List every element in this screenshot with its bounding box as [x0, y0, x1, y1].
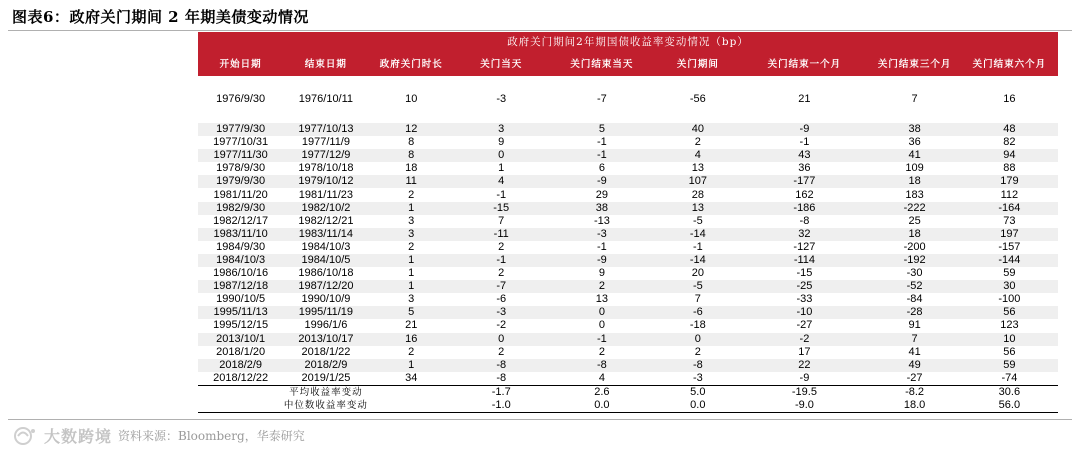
- figure-title-text: 政府关门期间 2 年期美债变动情况: [69, 8, 309, 26]
- table-cell: 1984/10/3: [283, 241, 368, 254]
- table-cell: 16: [961, 76, 1058, 123]
- table-cell: -1: [549, 333, 656, 346]
- table-body: [198, 76, 1058, 385]
- column-header: 关门结束当天: [549, 50, 656, 76]
- table-cell: 1978/9/30: [198, 162, 283, 175]
- table-cell: 43: [740, 149, 868, 162]
- table-cell: -222: [868, 202, 960, 215]
- table-cell: -3: [549, 228, 656, 241]
- table-cell: 29: [549, 188, 656, 201]
- table-cell: -9: [740, 372, 868, 386]
- table-cell: 1984/10/5: [283, 254, 368, 267]
- table-cell: 162: [740, 188, 868, 201]
- table-cell: 1984/10/3: [198, 254, 283, 267]
- table-cell: -8: [549, 359, 656, 372]
- table-cell: 1977/11/30: [198, 149, 283, 162]
- table-caption: 政府关门期间2年期国债收益率变动情况（bp）: [198, 32, 1058, 50]
- table-cell: 0: [549, 306, 656, 319]
- table-cell: -1: [549, 241, 656, 254]
- table-cell: -3: [454, 306, 549, 319]
- table-cell: 1979/9/30: [198, 175, 283, 188]
- table-row: [198, 372, 1058, 386]
- table-cell: 2: [655, 136, 740, 149]
- summary-cell: -9.0: [740, 399, 868, 413]
- table-cell: -14: [655, 254, 740, 267]
- yield-change-table: [198, 32, 1058, 413]
- summary-cell: 18.0: [868, 399, 960, 413]
- table-cell: -15: [740, 267, 868, 280]
- table-cell: -9: [549, 175, 656, 188]
- table-cell: 1990/10/9: [283, 293, 368, 306]
- table-cell: 1: [369, 254, 454, 267]
- table-row: [198, 293, 1058, 306]
- figure-title: [12, 6, 309, 27]
- table-cell: 94: [961, 149, 1058, 162]
- table-cell: 183: [868, 188, 960, 201]
- table-row: [198, 228, 1058, 241]
- table-cell: 59: [961, 359, 1058, 372]
- summary-cell: 5.0: [655, 385, 740, 399]
- table-cell: 17: [740, 346, 868, 359]
- table-cell: -7: [454, 280, 549, 293]
- table-cell: -10: [740, 306, 868, 319]
- table-cell: 20: [655, 267, 740, 280]
- table-cell: 2: [549, 346, 656, 359]
- table-cell: -74: [961, 372, 1058, 386]
- table-cell: -5: [655, 280, 740, 293]
- table-cell: 21: [740, 76, 868, 123]
- table-cell: -9: [549, 254, 656, 267]
- table-cell: 1983/11/14: [283, 228, 368, 241]
- watermark-text: 大数跨境: [44, 427, 113, 446]
- table-cell: 13: [549, 293, 656, 306]
- table-cell: -192: [868, 254, 960, 267]
- table-cell: 40: [655, 123, 740, 136]
- table-cell: -7: [549, 76, 656, 123]
- table-cell: -3: [655, 372, 740, 386]
- table-row: [198, 215, 1058, 228]
- table-cell: 2018/2/9: [283, 359, 368, 372]
- table-cell: -1: [454, 254, 549, 267]
- table-cell: -8: [454, 372, 549, 386]
- table-cell: 1986/10/18: [283, 267, 368, 280]
- table-cell: -100: [961, 293, 1058, 306]
- summary-label: 中位数收益率变动: [198, 399, 454, 413]
- table-cell: 2: [454, 267, 549, 280]
- table-cell: -28: [868, 306, 960, 319]
- table-cell: -52: [868, 280, 960, 293]
- table-cell: 1976/9/30: [198, 76, 283, 123]
- column-header: 政府关门时长: [369, 50, 454, 76]
- table-cell: 28: [655, 188, 740, 201]
- table-cell: 41: [868, 346, 960, 359]
- table-cell: 0: [655, 333, 740, 346]
- table-row: [198, 319, 1058, 332]
- table-row: [198, 202, 1058, 215]
- table-cell: -164: [961, 202, 1058, 215]
- table-cell: 18: [868, 228, 960, 241]
- table-cell: 88: [961, 162, 1058, 175]
- table-cell: 3: [369, 215, 454, 228]
- table-row: [198, 346, 1058, 359]
- table-cell: -177: [740, 175, 868, 188]
- table-cell: 3: [454, 123, 549, 136]
- table-cell: -6: [454, 293, 549, 306]
- summary-cell: 30.6: [961, 385, 1058, 399]
- table-cell: 1977/10/13: [283, 123, 368, 136]
- table-cell: 4: [454, 175, 549, 188]
- table-cell: 13: [655, 162, 740, 175]
- column-header: 关门结束三个月: [868, 50, 960, 76]
- table-cell: 6: [549, 162, 656, 175]
- table-cell: 0: [549, 319, 656, 332]
- summary-cell: 2.6: [549, 385, 656, 399]
- table-cell: -27: [740, 319, 868, 332]
- table-cell: 1977/12/9: [283, 149, 368, 162]
- table-cell: 5: [369, 306, 454, 319]
- table-row: [198, 76, 1058, 123]
- table-cell: 1983/11/10: [198, 228, 283, 241]
- table-cell: 12: [369, 123, 454, 136]
- figure-label: 图表6：: [12, 8, 70, 26]
- table-cell: 1982/12/17: [198, 215, 283, 228]
- table-cell: -11: [454, 228, 549, 241]
- table-cell: 1979/10/12: [283, 175, 368, 188]
- table-cell: 2018/2/9: [198, 359, 283, 372]
- table-cell: -84: [868, 293, 960, 306]
- table-cell: -3: [454, 76, 549, 123]
- table-cell: 18: [369, 162, 454, 175]
- table-cell: 2: [549, 280, 656, 293]
- table-cell: 1987/12/20: [283, 280, 368, 293]
- table-row: [198, 175, 1058, 188]
- table-row: [198, 136, 1058, 149]
- table-cell: 10: [961, 333, 1058, 346]
- table-cell: 1982/9/30: [198, 202, 283, 215]
- summary-cell: -1.0: [454, 399, 549, 413]
- table-cell: 5: [549, 123, 656, 136]
- table-cell: 2013/10/1: [198, 333, 283, 346]
- table-cell: 1: [369, 280, 454, 293]
- table-cell: 107: [655, 175, 740, 188]
- table-cell: 0: [454, 333, 549, 346]
- table-cell: 2: [369, 188, 454, 201]
- table-cell: 82: [961, 136, 1058, 149]
- table-cell: 11: [369, 175, 454, 188]
- table-cell: -2: [740, 333, 868, 346]
- table-cell: -1: [740, 136, 868, 149]
- table-cell: 3: [369, 293, 454, 306]
- table-cell: -56: [655, 76, 740, 123]
- table-cell: 25: [868, 215, 960, 228]
- table-cell: 2: [369, 241, 454, 254]
- table-cell: 1982/12/21: [283, 215, 368, 228]
- table-cell: 13: [655, 202, 740, 215]
- table-cell: -13: [549, 215, 656, 228]
- table-cell: 21: [369, 319, 454, 332]
- table-cell: 109: [868, 162, 960, 175]
- table-cell: 179: [961, 175, 1058, 188]
- table-cell: 49: [868, 359, 960, 372]
- table-cell: 1: [369, 267, 454, 280]
- table-cell: 22: [740, 359, 868, 372]
- table-cell: -157: [961, 241, 1058, 254]
- table-cell: 8: [369, 149, 454, 162]
- table-cell: 1: [369, 359, 454, 372]
- table-cell: -33: [740, 293, 868, 306]
- table-cell: 7: [868, 333, 960, 346]
- table-cell: -200: [868, 241, 960, 254]
- table-cell: 1990/10/5: [198, 293, 283, 306]
- table-cell: 32: [740, 228, 868, 241]
- table-summary: [198, 385, 1058, 412]
- table-cell: 1995/12/15: [198, 319, 283, 332]
- table-cell: 34: [369, 372, 454, 386]
- table-cell: 38: [549, 202, 656, 215]
- table-cell: -9: [740, 123, 868, 136]
- table-cell: 38: [868, 123, 960, 136]
- table-cell: 0: [454, 149, 549, 162]
- table-cell: 4: [549, 372, 656, 386]
- table-cell: 10: [369, 76, 454, 123]
- footer-divider: [8, 419, 1072, 420]
- table-cell: -27: [868, 372, 960, 386]
- table-cell: 7: [454, 215, 549, 228]
- table-cell: -14: [655, 228, 740, 241]
- table-row: [198, 267, 1058, 280]
- table-cell: -1: [454, 188, 549, 201]
- table-row: [198, 254, 1058, 267]
- table-cell: 1977/9/30: [198, 123, 283, 136]
- table-cell: 1995/11/19: [283, 306, 368, 319]
- table-cell: 4: [655, 149, 740, 162]
- table-cell: 112: [961, 188, 1058, 201]
- table-cell: 2: [454, 241, 549, 254]
- table-cell: 1996/1/6: [283, 319, 368, 332]
- summary-cell: 0.0: [655, 399, 740, 413]
- summary-cell: -1.7: [454, 385, 549, 399]
- table-cell: -5: [655, 215, 740, 228]
- summary-label: 平均收益率变动: [198, 385, 454, 399]
- table-cell: 2013/10/17: [283, 333, 368, 346]
- table-cell: 9: [549, 267, 656, 280]
- table-cell: 1981/11/20: [198, 188, 283, 201]
- table-cell: 1976/10/11: [283, 76, 368, 123]
- column-header: 关门结束六个月: [961, 50, 1058, 76]
- table-cell: 2: [454, 346, 549, 359]
- table-cell: 36: [740, 162, 868, 175]
- table-cell: 1982/10/2: [283, 202, 368, 215]
- table-cell: 73: [961, 215, 1058, 228]
- table-cell: 41: [868, 149, 960, 162]
- table-cell: 1977/11/9: [283, 136, 368, 149]
- table-cell: 2019/1/25: [283, 372, 368, 386]
- table-cell: 16: [369, 333, 454, 346]
- table-cell: 2018/12/22: [198, 372, 283, 386]
- table-cell: -18: [655, 319, 740, 332]
- column-header: 关门当天: [454, 50, 549, 76]
- table-cell: -6: [655, 306, 740, 319]
- table-cell: 2: [655, 346, 740, 359]
- table-cell: 18: [868, 175, 960, 188]
- table-cell: -144: [961, 254, 1058, 267]
- column-header: 关门结束一个月: [740, 50, 868, 76]
- table-cell: 1995/11/13: [198, 306, 283, 319]
- table-cell: 9: [454, 136, 549, 149]
- table-cell: -127: [740, 241, 868, 254]
- source-text: 资料来源：Bloomberg，华泰研究: [118, 429, 305, 443]
- title-divider: [8, 30, 1072, 31]
- table-row: [198, 333, 1058, 346]
- table-cell: 1978/10/18: [283, 162, 368, 175]
- column-header-row: [198, 50, 1058, 76]
- table-cell: -1: [549, 149, 656, 162]
- summary-cell: 0.0: [549, 399, 656, 413]
- table-cell: 3: [369, 228, 454, 241]
- table-cell: -8: [655, 359, 740, 372]
- table-cell: 1: [369, 202, 454, 215]
- table-cell: 1977/10/31: [198, 136, 283, 149]
- table-cell: 48: [961, 123, 1058, 136]
- table-row: [198, 280, 1058, 293]
- summary-cell: -19.5: [740, 385, 868, 399]
- table-cell: 123: [961, 319, 1058, 332]
- summary-cell: 56.0: [961, 399, 1058, 413]
- table-cell: 1986/10/16: [198, 267, 283, 280]
- table-cell: 91: [868, 319, 960, 332]
- table-cell: 2018/1/20: [198, 346, 283, 359]
- summary-cell: -8.2: [868, 385, 960, 399]
- table-cell: -8: [740, 215, 868, 228]
- summary-row: [198, 399, 1058, 413]
- table-cell: -8: [454, 359, 549, 372]
- table-cell: 2: [369, 346, 454, 359]
- table-cell: -15: [454, 202, 549, 215]
- table-cell: -1: [549, 136, 656, 149]
- table-cell: -30: [868, 267, 960, 280]
- table-cell: 59: [961, 267, 1058, 280]
- summary-row: [198, 385, 1058, 399]
- table-cell: 56: [961, 346, 1058, 359]
- table-cell: 2018/1/22: [283, 346, 368, 359]
- table-row: [198, 162, 1058, 175]
- table-row: [198, 241, 1058, 254]
- table-cell: 197: [961, 228, 1058, 241]
- table-cell: -1: [655, 241, 740, 254]
- table-cell: -186: [740, 202, 868, 215]
- table-cell: 56: [961, 306, 1058, 319]
- column-header: 开始日期: [198, 50, 283, 76]
- table-row: [198, 149, 1058, 162]
- source-note: [12, 424, 305, 447]
- table-cell: 7: [655, 293, 740, 306]
- table-cell: 1: [454, 162, 549, 175]
- table-cell: 30: [961, 280, 1058, 293]
- column-header: 结束日期: [283, 50, 368, 76]
- table-cell: 36: [868, 136, 960, 149]
- table-row: [198, 123, 1058, 136]
- table-row: [198, 188, 1058, 201]
- table-row: [198, 306, 1058, 319]
- table-cell: -2: [454, 319, 549, 332]
- table-row: [198, 359, 1058, 372]
- watermark-logo-icon: [12, 425, 38, 447]
- table-cell: 1981/11/23: [283, 188, 368, 201]
- table-cell: -114: [740, 254, 868, 267]
- table-cell: 8: [369, 136, 454, 149]
- column-header: 关门期间: [655, 50, 740, 76]
- table-cell: -25: [740, 280, 868, 293]
- table-cell: 1984/9/30: [198, 241, 283, 254]
- table-cell: 1987/12/18: [198, 280, 283, 293]
- table-cell: 7: [868, 76, 960, 123]
